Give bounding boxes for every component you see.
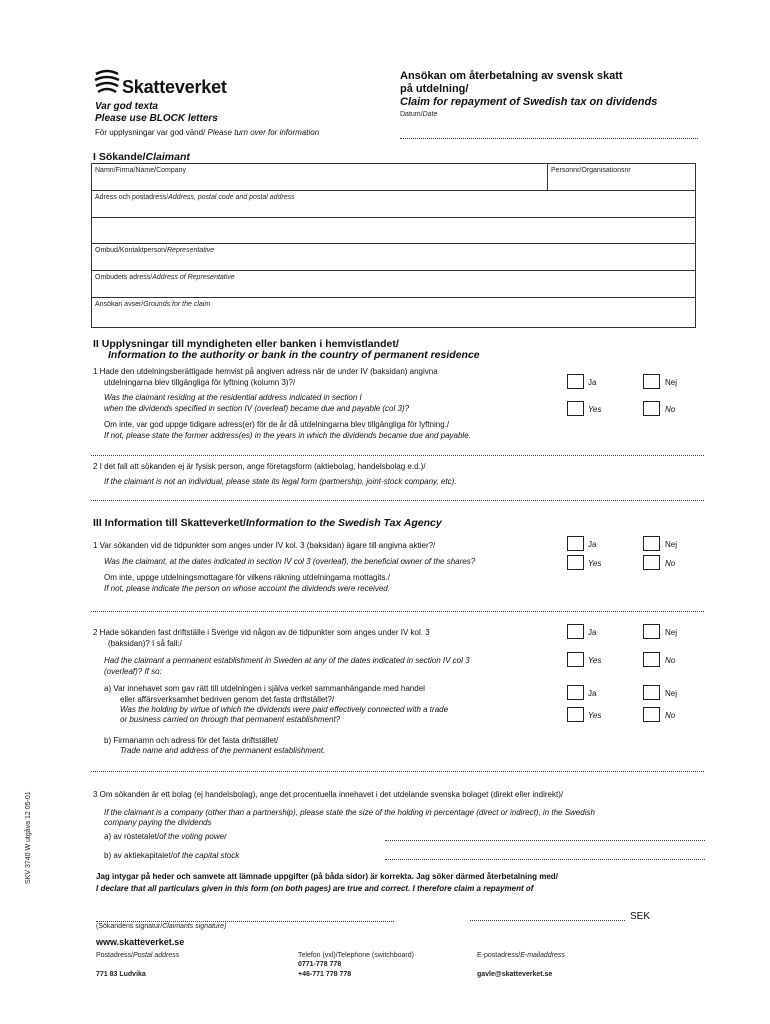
signature-label-en: Claimants signature) [162, 923, 227, 930]
section2-title-sv: II Upplysningar till myndigheten eller banken i hemvistlandet/ [93, 338, 399, 350]
s3-q2-nej-label: Nej [665, 628, 678, 637]
s3-q3-en1: If the claimant is a company (other than a partnership), please state the size of the holding in percentage (direct or indirect), in the Swedish [104, 808, 595, 817]
s3-q1-if2: If not, please indicate the person on whose account the dividends were received. [104, 584, 390, 593]
s2-q1-en1: Was the claimant residing at the residential address indicated in section I [104, 393, 362, 402]
capital-stock-field[interactable] [385, 859, 705, 860]
s3-q1-person-line[interactable] [91, 611, 704, 612]
s3-q2-yes-label: Yes [588, 656, 602, 665]
s2-q1-no-checkbox[interactable] [643, 401, 660, 416]
s2-q1-en2: when the dividends specified in section IV (overleaf) became due and payable (col 3)? [104, 404, 410, 413]
declaration-en: I declare that all particulars given in this form (on both pages) are true and correct. I therefore claim a repayment of [96, 884, 534, 893]
s3-q1-no-checkbox[interactable] [643, 555, 660, 570]
instruction-sv: Var god texta [95, 101, 158, 112]
currency-label: SEK [630, 911, 651, 922]
s3-qa-yes-checkbox[interactable] [567, 707, 584, 722]
s2-q1-no-label: No [665, 405, 676, 414]
s2-q1-yes-checkbox[interactable] [567, 401, 584, 416]
s3-q3a [104, 832, 227, 842]
section1-title-en: Claimant [145, 151, 190, 163]
s3-q2-en2: (overleaf)? If so: [104, 667, 162, 676]
s3-q2-ja-checkbox[interactable] [567, 624, 584, 639]
phone-label: Telefon (vxl)/Telephone (switchboard) [298, 952, 414, 959]
declaration-sv: Jag intygar på heder och samvete att lämnade uppgifter (på båda sidor) är korrekta. Jag söker därmed återbetalning med/ [96, 872, 558, 881]
s3-q1-nej-checkbox[interactable] [643, 536, 660, 551]
brand-name: Skatteverket [122, 77, 227, 97]
section1-title-sv: I Sökande/ [93, 151, 146, 163]
phone-value-1: 0771-778 778 [298, 961, 342, 968]
phone-value-2: +46-771 778 778 [298, 971, 352, 978]
s3-qa-yes-label: Yes [588, 711, 602, 720]
s2-q2-legal-form-line[interactable] [91, 500, 704, 501]
section2-title-en: Information to the authority or bank in the country of permanent residence [108, 349, 480, 361]
s3-q1-sv: 1 Var sökanden vid de tidpunkter som anges under IV kol. 3 (baksidan) ägare till angivna aktier?/ [93, 541, 436, 550]
s3-qa-en1: Was the holding by virtue of which the dividends were paid effectively connected with a trade [120, 705, 449, 714]
s3-qa-no-checkbox[interactable] [643, 707, 660, 722]
s3-q1-if1: Om inte, uppge utdelningsmottagare för vilkens räkning utdelningarna mottagits./ [104, 573, 390, 582]
email-value[interactable]: gavle@skatteverket.se [477, 971, 553, 978]
grounds-label [95, 300, 210, 309]
email-label-en: E-mailaddress [520, 952, 565, 959]
s3-q2-ja-label: Ja [588, 628, 597, 637]
rep-address-field[interactable] [91, 270, 696, 298]
date-label-en: Date [422, 111, 438, 118]
pnr-label: Personnr/Organisationsnr [551, 167, 631, 174]
address-label-sv: Adress och postadress/ [95, 194, 169, 201]
s2-q1-yes-label: Yes [588, 405, 602, 414]
rep-label-sv: Ombud/Kontaktperson/ [95, 247, 167, 254]
date-label-sv: Datum/ [400, 111, 423, 118]
s2-q2-en: If the claimant is not an individual, please state its legal form (partnership, joint-stock company, etc). [104, 477, 457, 486]
postal-label [96, 951, 179, 960]
s3-qb-establishment-line[interactable] [91, 771, 704, 772]
grounds-label-sv: Ansökan avser/ [95, 301, 144, 308]
signature-label-sv: (Sökandens signatur/ [96, 923, 163, 930]
s3-qb-sv: b) Firmanamn och adress för det fasta driftstället/ [104, 736, 279, 745]
s3-qa-no-label: No [665, 711, 676, 720]
info-sv: För upplysningar var god vänd/ [95, 128, 206, 137]
s3-q1-ja-label: Ja [588, 540, 597, 549]
s3-q2-sv1: 2 Hade sökanden fast driftställe i Sverige vid någon av de tidpunkter som anges under IV kol. 3 [93, 628, 430, 637]
s2-q1-sv1: 1 Hade den utdelningsberättigade hemvist på angiven adress när de under IV (baksidan) angivna [93, 367, 438, 376]
date-label [400, 110, 437, 119]
signature-label [96, 922, 226, 931]
info-line [95, 128, 319, 138]
representative-field[interactable] [91, 243, 696, 271]
s2-q1-address-line[interactable] [91, 455, 704, 456]
instruction-en: Please use BLOCK letters [95, 113, 218, 124]
rep-label [95, 246, 214, 255]
address-field[interactable] [91, 190, 696, 218]
s3-qa-nej-checkbox[interactable] [643, 685, 660, 700]
s3-qa-ja-label: Ja [588, 689, 597, 698]
s3-q3b-sv: b) av aktiekapitalet/ [104, 851, 173, 860]
address-label [95, 193, 295, 202]
s3-qb-en: Trade name and address of the permanent establishment. [120, 746, 326, 755]
info-en: Please turn over for information [207, 128, 320, 137]
form-title-sv2: på utdelning/ [400, 83, 469, 95]
name-field[interactable] [91, 163, 548, 191]
rep-address-label-sv: Ombudets adress/ [95, 274, 153, 281]
email-label-sv: E-postadress/ [477, 952, 521, 959]
postal-value: 771 83 Ludvika [96, 971, 146, 978]
s3-q3-en2: company paying the dividends [104, 818, 212, 827]
s3-q1-nej-label: Nej [665, 540, 678, 549]
s2-q1-sv2: utdelningarna blev tillgängliga för lyftning (kolumn 3)?/ [104, 378, 296, 387]
rep-label-en: Representative [167, 247, 215, 254]
s2-q1-nej-checkbox[interactable] [643, 374, 660, 389]
s3-qa-sv2: eller affärsverksamhet bedriven genom det fasta driftstället?/ [120, 695, 335, 704]
section3-title-en: Information to the Swedish Tax Agency [245, 517, 442, 529]
s3-q2-yes-checkbox[interactable] [567, 652, 584, 667]
name-label: Namn/Firma/Name/Company [95, 167, 187, 174]
email-label [477, 951, 565, 960]
date-field[interactable] [400, 138, 698, 139]
s3-q3a-en: of the voting power [159, 832, 227, 841]
s3-q1-ja-checkbox[interactable] [567, 536, 584, 551]
voting-power-field[interactable] [385, 840, 705, 841]
section3-title-sv: III Information till Skatteverket/ [93, 517, 246, 529]
postal-label-sv: Postadress/ [96, 952, 133, 959]
s3-q3a-sv: a) av röstetalet/ [104, 832, 160, 841]
s2-q2-sv: 2 I det fall att sökanden ej är fysisk person, ange företagsform (aktiebolag, handelsbolag e.d.)/ [93, 462, 426, 471]
form-title-sv1: Ansökan om återbetalning av svensk skatt [400, 70, 623, 82]
s2-q1-nej-label: Nej [665, 378, 678, 387]
s3-qa-en2: or business carried on through that permanent establishment? [120, 715, 341, 724]
s2-q1-ja-label: Ja [588, 378, 597, 387]
s3-q2-nej-checkbox[interactable] [643, 624, 660, 639]
s3-q1-no-label: No [665, 559, 676, 568]
logo-icon [92, 68, 122, 98]
section3-title [93, 517, 442, 529]
rep-address-label [95, 273, 235, 282]
s3-q2-sv2: (baksidan)? I så fall:/ [108, 639, 182, 648]
pnr-field[interactable] [547, 163, 696, 191]
website-link[interactable]: www.skatteverket.se [96, 937, 185, 947]
grounds-label-en: Grounds for the claim [143, 301, 211, 308]
form-code: SKV 3740 W utgåva 12 05-01 [25, 791, 32, 884]
s3-qa-nej-label: Nej [665, 689, 678, 698]
s3-q1-yes-label: Yes [588, 559, 602, 568]
s3-q3b [104, 851, 239, 861]
grounds-field[interactable] [91, 297, 696, 328]
s3-q2-no-checkbox[interactable] [643, 652, 660, 667]
s3-qa-ja-checkbox[interactable] [567, 685, 584, 700]
rep-address-label-en: Address of Representative [152, 274, 235, 281]
address-label-en: Address, postal code and postal address [168, 194, 295, 201]
s3-q2-no-label: No [665, 656, 676, 665]
s2-q1-if2: If not, please state the former address(es) in the years in which the dividends became due and payable. [104, 431, 471, 440]
address-field-2[interactable] [91, 217, 696, 244]
s3-q3-sv: 3 Om sökanden är ett bolag (ej handelsbolag), ange det procentuella innehavet i det utdelande svenska bolaget (direkt eller indirekt)/ [93, 790, 564, 799]
s3-q3b-en: of the capital stock [172, 851, 240, 860]
postal-label-en: Postal address [132, 952, 180, 959]
s2-q1-if1: Om inte, var god uppge tidigare adress(er) för de år då utdelningarna blev tillgängliga för lyftning./ [104, 420, 450, 429]
amount-field[interactable] [470, 920, 625, 921]
s3-q2-en1: Had the claimant a permanent establishment in Sweden at any of the dates indicated in section IV col 3 [104, 656, 470, 665]
section1-title [93, 151, 190, 163]
form-title-en: Claim for repayment of Swedish tax on dividends [400, 96, 658, 108]
s3-q1-yes-checkbox[interactable] [567, 555, 584, 570]
s3-qa-sv1: a) Var innehavet som gav rätt till utdelningen i själva verket sammanhängande med handel [104, 684, 425, 693]
s2-q1-ja-checkbox[interactable] [567, 374, 584, 389]
s3-q1-en: Was the claimant, at the dates indicated in section IV col 3 (overleaf), the beneficial owner of the shares? [104, 557, 476, 566]
